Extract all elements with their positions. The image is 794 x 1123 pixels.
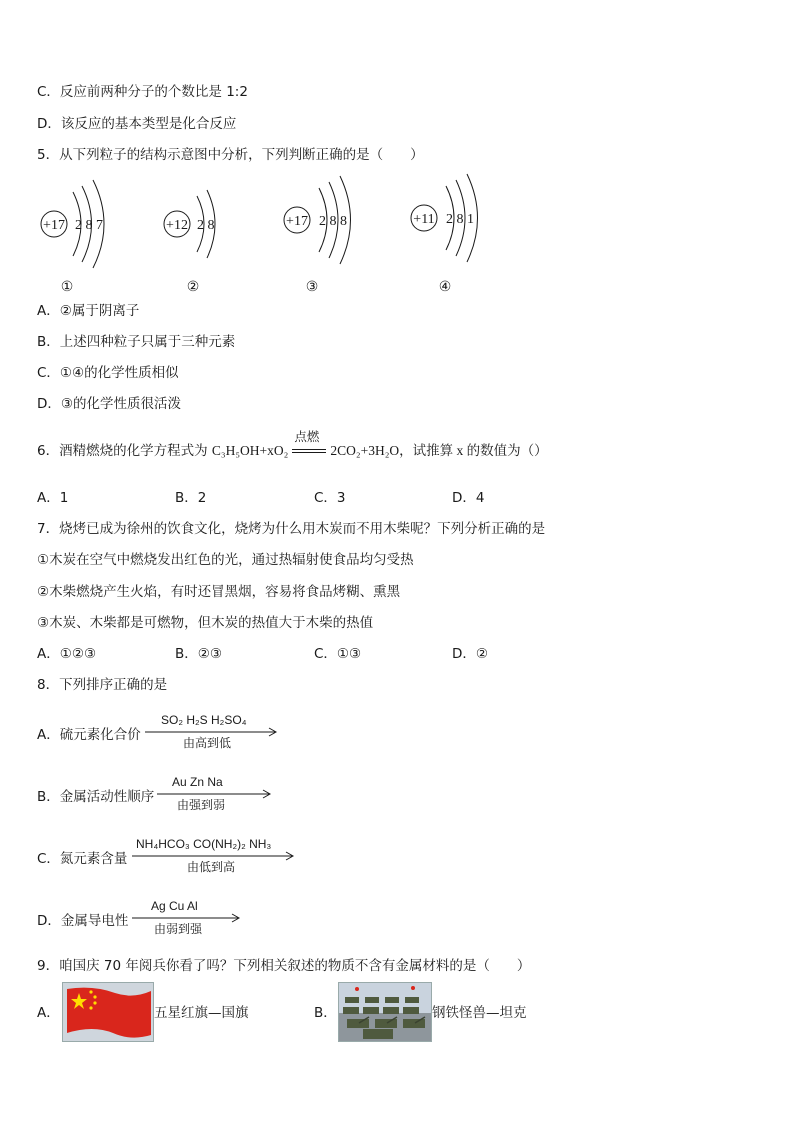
q6-option-d: D．4 (452, 490, 485, 506)
atom-diagram-3 (284, 176, 351, 295)
q8-option-d-arrow (132, 895, 240, 939)
tank-image (338, 982, 432, 1042)
atom-1-label: ① (60, 280, 74, 295)
q6-option-c: C．3 (314, 490, 346, 506)
q5-option-c: C．①④的化学性质相似 (37, 365, 179, 381)
q8-option-b-label: B．金属活动性顺序 (37, 789, 155, 805)
q8-option-c-above: NH₄HCO₃ CO(NH₂)₂ NH₃ (136, 837, 272, 851)
q5-option-b: B．上述四种粒子只属于三种元素 (37, 334, 236, 350)
q9-option-b-letter: B． (314, 1005, 337, 1021)
atom-diagram-1 (41, 180, 104, 295)
atom-4-label: ④ (438, 280, 452, 295)
atom-1-nucleus: +17 (43, 218, 65, 233)
q8-stem: 8．下列排序正确的是 (37, 677, 168, 693)
china-flag-icon (63, 983, 153, 1041)
q5-stem: 5．从下列粒子的结构示意图中分析，下列判断正确的是（ ） (37, 147, 424, 163)
q4-option-d: D．该反应的基本类型是化合反应 (37, 116, 237, 132)
reaction-arrow (292, 429, 326, 460)
q5-option-a: A．②属于阴离子 (37, 303, 140, 319)
atom-3-label: ③ (305, 280, 319, 295)
q8-option-c-arrow (132, 833, 294, 877)
q6-option-b: B．2 (175, 490, 207, 506)
q4-option-c: C．反应前两种分子的个数比是 1:2 (37, 84, 248, 100)
q9-option-a-text: 五星红旗—国旗 (154, 1005, 249, 1021)
q7-statement-3: ③木炭、木柴都是可燃物，但木炭的热值大于木柴的热值 (37, 615, 374, 631)
atom-2-nucleus: +12 (166, 218, 188, 233)
q7-statement-1: ①木炭在空气中燃烧发出红色的光，通过热辐射使食品均匀受热 (37, 552, 414, 568)
q8-option-b-above: Au Zn Na (172, 775, 223, 789)
atom-1-shells: 2 8 7 (75, 218, 103, 233)
q8-option-a-above: SO₂ H₂S H₂SO₄ (161, 713, 247, 727)
q5-option-d: D．③的化学性质很活泼 (37, 396, 181, 412)
atom-4-shells: 2 8 1 (446, 212, 474, 227)
atom-diagram-2 (164, 190, 215, 295)
q6-prefix: 6．酒精燃烧的化学方程式为 (37, 443, 212, 459)
q9-option-a-letter: A． (37, 1005, 60, 1021)
atom-diagram-4 (411, 174, 478, 295)
q7-statement-2: ②木柴燃烧产生火焰，有时还冒黑烟，容易将食品烤糊、熏黑 (37, 584, 401, 600)
q8-option-a (37, 709, 297, 753)
q7-option-c: C．①③ (314, 646, 362, 662)
tank-parade-icon (339, 983, 431, 1041)
q7-stem: 7．烧烤已成为徐州的饮食文化，烧烤为什么用木炭而不用木柴呢？下列分析正确的是 (37, 521, 546, 537)
q8-option-d-above: Ag Cu Al (151, 899, 198, 913)
q9-stem: 9．咱国庆 70 年阅兵你看了吗？下列相关叙述的物质不含有金属材料的是（ ） (37, 958, 531, 974)
atom-3-shells: 2 8 8 (319, 214, 347, 229)
q8-option-d-label: D．金属导电性 (37, 913, 129, 929)
atom-2-label: ② (186, 280, 200, 295)
flag-image (62, 982, 154, 1042)
atom-diagrams-svg (37, 170, 557, 300)
q8-option-c-below: 由低到高 (187, 860, 236, 874)
q8-option-c (37, 833, 307, 877)
q6-reactants: C₃H₅OH+xO₂ (211, 443, 289, 458)
q8-option-c-label: C．氮元素含量 (37, 851, 128, 867)
q8-option-d (37, 895, 267, 939)
q8-option-a-label: A．硫元素化合价 (37, 727, 141, 743)
atom-structure-diagrams (37, 170, 557, 300)
atom-4-nucleus: +11 (413, 212, 435, 227)
q8-option-b-arrow (157, 771, 272, 815)
q8-option-b-below: 由强到弱 (177, 798, 226, 812)
atom-2-shells: 2 8 (197, 218, 215, 233)
q6-option-a: A．1 (37, 490, 69, 506)
q9-option-b-text: 钢铁怪兽—坦克 (432, 1005, 527, 1021)
q8-option-a-arrow (145, 709, 277, 753)
q8-option-a-below: 由高到低 (183, 736, 232, 750)
q7-option-a: A．①②③ (37, 646, 97, 662)
q7-option-d: D．② (452, 646, 488, 662)
atom-3-nucleus: +17 (286, 214, 308, 229)
q8-option-d-below: 由弱到强 (154, 922, 203, 936)
q8-option-b (37, 771, 297, 815)
q6-products: 2CO₂+3H₂O，试推算 x 的数值为（） (330, 443, 548, 458)
reaction-condition: 点燃 (294, 429, 320, 444)
q7-option-b: B．②③ (175, 646, 222, 662)
q6-stem (37, 429, 548, 460)
